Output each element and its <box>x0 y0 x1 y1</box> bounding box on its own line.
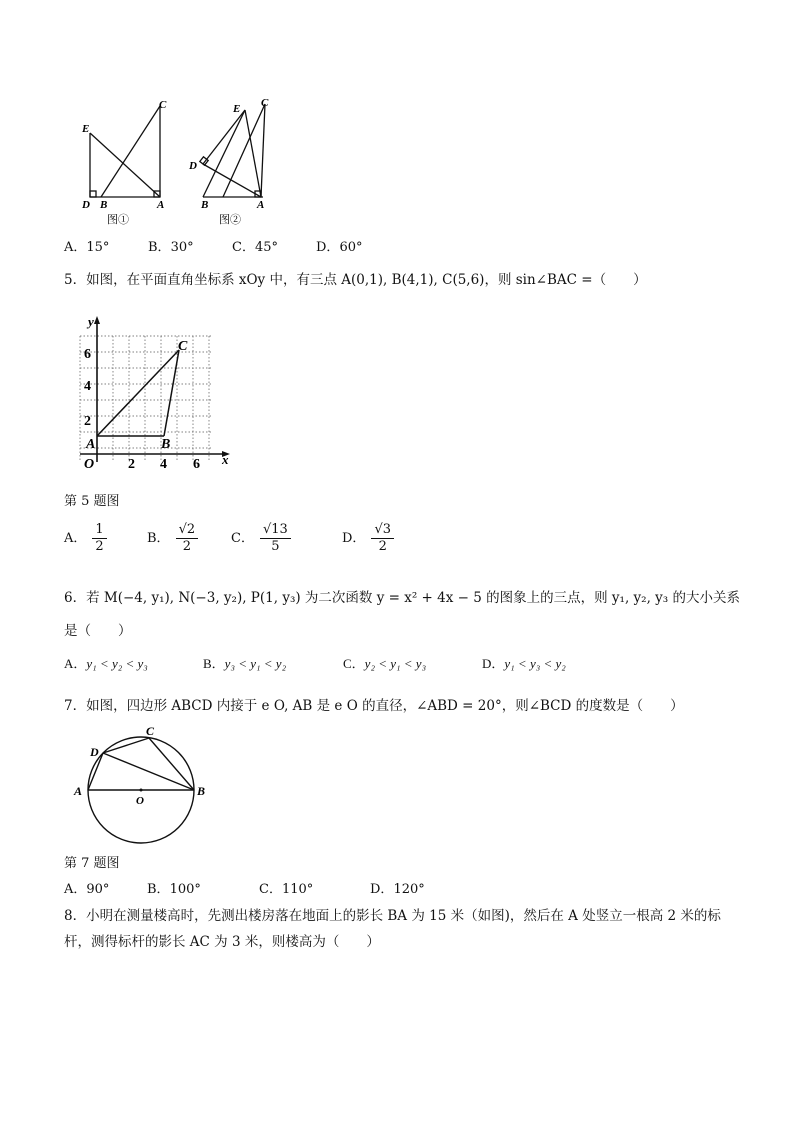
q7-stem: 7．如图，四边形 ABCD 内接于 e O, AB 是 e O 的直径，∠ABD = 20°，则∠BCD 的度数是（ ） <box>64 698 684 714</box>
figure-caption: 图① <box>107 214 129 226</box>
q7-option-b[interactable]: B．100° <box>147 882 201 897</box>
q5-option-d[interactable]: D． $\frac{√3}{2}$ <box>342 522 394 555</box>
y-axis-label: y <box>88 314 94 329</box>
q6-option-c[interactable]: C．y₂ < y₁ < y₃ <box>343 656 427 671</box>
q6-option-a[interactable]: A．y₁ < y₂ < y₃ <box>64 656 148 671</box>
q6-stem-line2: 是（ ） <box>64 623 132 639</box>
q7-option-c[interactable]: C．110° <box>259 882 314 897</box>
point-B-label: B <box>197 784 206 798</box>
q5-option-c[interactable]: C． $\frac{√13}{5}$ <box>231 522 291 555</box>
x-axis-label: x <box>222 452 229 467</box>
q5-caption: 第 5 题图 <box>64 494 120 509</box>
point-C-label: C <box>146 724 155 738</box>
q6-option-b[interactable]: B．y₃ < y₁ < y₂ <box>203 656 287 671</box>
point-A-label: A <box>74 784 83 798</box>
q4-option-d[interactable]: D．60° <box>316 240 363 255</box>
point-A-label: A <box>86 437 96 452</box>
q4-figure-2 <box>183 96 283 226</box>
x-tick: 4 <box>160 457 167 472</box>
y-tick: 4 <box>84 379 91 394</box>
label-C: C <box>159 99 167 111</box>
q8-stem-line1: 8．小明在测量楼高时，先测出楼房落在地面上的影长 BA 为 15 米（如图)，然后在 A 处竖立一根高 2 米的标 <box>64 908 721 924</box>
label-A: A <box>157 199 165 211</box>
q4-option-a[interactable]: A．15° <box>64 240 110 255</box>
origin-label: O <box>84 457 95 472</box>
q5-option-a[interactable]: A． $\frac{1}{2}$ <box>64 522 107 555</box>
center-O-label: O <box>136 795 144 807</box>
label-A: A <box>257 199 265 211</box>
label-B: B <box>201 199 209 211</box>
y-tick: 2 <box>84 414 91 429</box>
q8-stem-line2: 杆，测得标杆的影长 AC 为 3 米，则楼高为（ ） <box>64 934 380 950</box>
label-E: E <box>82 123 90 135</box>
q4-option-c[interactable]: C．45° <box>232 240 278 255</box>
y-tick: 6 <box>84 347 91 362</box>
q7-caption: 第 7 题图 <box>64 856 120 871</box>
figure-caption: 图② <box>219 214 241 226</box>
point-B-label: B <box>161 437 171 452</box>
x-tick: 2 <box>128 457 135 472</box>
q7-option-a[interactable]: A．90° <box>64 882 110 897</box>
point-D-label: D <box>90 745 99 759</box>
label-B: B <box>100 199 108 211</box>
point-C-label: C <box>178 339 188 354</box>
q7-circle-figure <box>68 720 218 852</box>
q5-option-b[interactable]: B． $\frac{√2}{2}$ <box>147 522 198 555</box>
label-E: E <box>233 103 241 115</box>
x-tick: 6 <box>193 457 200 472</box>
label-D: D <box>82 199 90 211</box>
label-D: D <box>189 160 197 172</box>
label-C: C <box>261 97 269 109</box>
q6-stem-line1: 6．若 M(−4, y₁), N(−3, y₂), P(1, y₃) 为二次函数 y = x² + 4x − 5 的图象上的三点，则 y₁, y₂, y₃ 的大小关系 <box>64 590 740 606</box>
q6-option-d[interactable]: D．y₁ < y₃ < y₂ <box>482 656 566 671</box>
q5-coordinate-figure <box>76 312 236 474</box>
q7-option-d[interactable]: D．120° <box>370 882 425 897</box>
q4-figure-1 <box>80 96 180 226</box>
q5-stem: 5．如图，在平面直角坐标系 xOy 中，有三点 A(0,1), B(4,1), C(5,6)，则 sin∠BAC =（ ） <box>64 272 647 288</box>
q4-option-b[interactable]: B．30° <box>148 240 194 255</box>
